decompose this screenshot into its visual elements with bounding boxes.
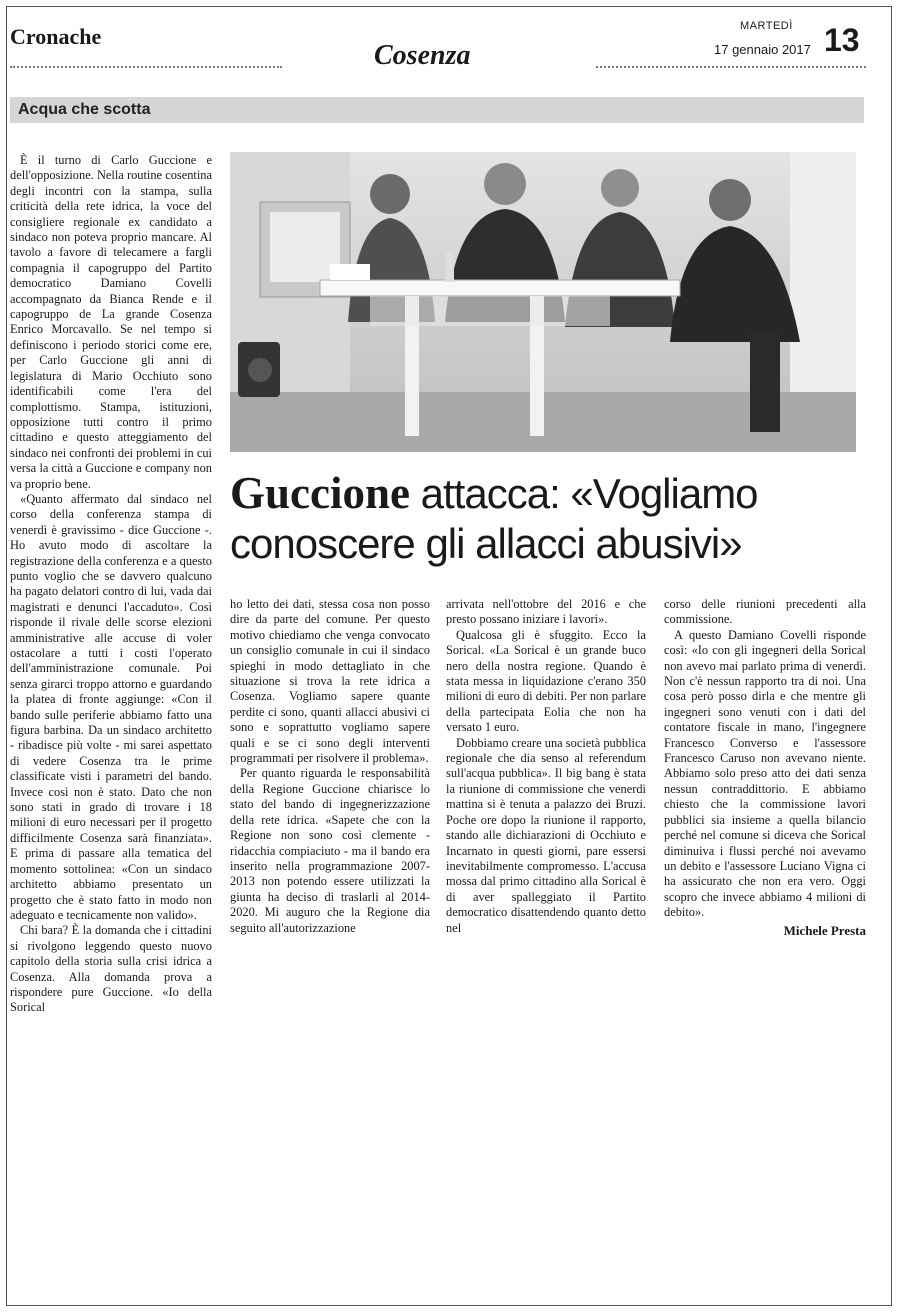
rubric-title: Acqua che scotta xyxy=(18,101,151,118)
paragraph: Per quanto riguarda le responsabilità della Regione Guccione chiarisce lo stato del bando di ingegnerizzazione della rete idrica. «Sapete che con la Regione non sono così clemente - ridacchia compiaciuto - ma il bando era inserito nella programmazione 2007-2013 non potendo essere utilizzati la giunta ha deciso di traslarli al 2014-2020. Mi auguro che la Regione dia seguito all'autorizzazione xyxy=(230,766,430,935)
header-divider xyxy=(10,66,282,68)
byline: Michele Presta xyxy=(783,922,866,938)
issue-date: 17 gennaio 2017 xyxy=(714,42,811,57)
headline-rest: attacca: «Vogliamo conoscere gli allacci abusivi» xyxy=(230,470,758,567)
press-conference-photo xyxy=(230,152,856,452)
article-column-2 xyxy=(230,597,430,936)
article-column-3 xyxy=(446,597,646,936)
paragraph: ho letto dei dati, stessa cosa non posso dire da parte del comune. Per questo motivo chiediamo che venga convocato un consiglio comunale in cui il sindaco spieghi in modo dettagliato in che situazione si trova la rete idrica a Cosenza. Vogliamo sapere quante perdite ci sono, quanti allacci abusivi ci sono e soprattutto vogliamo sapere quali e se ci sono degli interventi programmati per risolvere il problema». xyxy=(230,597,430,766)
paragraph: «Quanto affermato dal sindaco nel corso della conferenza stampa di venerdì è gravissimo - dice Guccione -. Ho avuto modo di ascoltare la registrazione della conferenza e a questo punto voglio che se davvero qualcuno ha pagato delatori contro di lui, vada dai magistrati e denunci l'accaduto». Così risponde il rivale delle scorse elezioni amministrative alle accuse di voler ostacolare a tutti i costi l'operato dell'amministrazione comunale. Poi senza girarci troppo attorno e guardando la platea di fronte aggiunge: «Con il bando sulle periferie abbiamo fatto una figura barbina. Da un sindaco architetto - ribadisce più volte - mi sarei aspettato di vedere Cosenza tra le prime classificate visti i parametri del bando. Invece così non è stato. Dato che non sono stati in grado di trovare i 18 milioni di euro necessari per il progetto difficilmente Cosenza sarà finanziata». E prima di passare alla tematica del momento sottolinea: «Con un sindaco architetto abbiamo presentato un progetto che è stato fatto in modo non adeguato e tecnicamente non valido». xyxy=(10,491,212,922)
headline xyxy=(230,468,870,569)
article-column-4 xyxy=(664,597,866,938)
paragraph: Qualcosa gli è sfuggito. Ecco la Sorical. «La Sorical è un grande buco nero della nostra regione. Quando è stata messa in liquidazione c'erano 350 milioni di euro di debiti. Per non parlare della partecipata Eolia che non ha versato 1 euro. xyxy=(446,627,646,735)
paragraph: corso delle riunioni precedenti alla commissione. xyxy=(664,597,866,627)
page-number: 13 xyxy=(824,22,860,58)
weekday: MARTEDÌ xyxy=(740,20,793,32)
paragraph: arrivata nell'ottobre del 2016 e che presto possano iniziare i lavori». xyxy=(446,597,646,627)
photo-illustration xyxy=(230,152,856,452)
paragraph: A questo Damiano Covelli risponde così: «Io con gli ingegneri della Sorical non avevo mai parlato prima di venerdì. Non c'è nessun rapporto tra di noi. Una cosa però posso dirla e che mentre gli ingegneri sono venuti con i dati del contatore fiscale in mano, l'ingegnere Francesco Converso e l'assessore Francesco Caruso non avevano niente. Abbiamo solo preso atto dei dati senza nessun contraddittorio. E abbiamo chiesto che la commissione lavori pubblici sia insieme a quella bilancio perché nel comune si diceva che Sorical diminuiva i flussi perché noi avevamo un debito e l'assessore Luciano Vigna ci ha assicurato che non era vero. Oggi scopro che invece abbiamo 4 milioni di debito». xyxy=(664,627,866,920)
article-column-1 xyxy=(10,153,212,1016)
paragraph: Chi bara? È la domanda che i cittadini si rivolgono leggendo questo nuovo capitolo della storia sulla crisi idrica a Cosenza. Alla domanda prova a rispondere pure Guccione. «Io della Sorical xyxy=(10,923,212,1015)
headline-name: Guccione xyxy=(230,468,410,518)
section-title: Cronache xyxy=(10,24,102,49)
city-title: Cosenza xyxy=(374,40,471,71)
paragraph: È il turno di Carlo Guccione e dell'opposizione. Nella routine cosentina degli incontri con la stampa, sulla criticità della rete idrica, la voce del consigliere regionale ex candidato a sindaco non poteva proprio mancare. Al tavolo a favore di telecamere a fargli compagnia il capogruppo del Partito democratico Damiano Covelli accompagnato da Bianca Rende e il capogruppo de La grande Cosenza Enrico Morcavallo. Se nel tempo si definiscono i periodo storici come ere, per Carlo Guccione gli anni di legislatura di Mario Occhiuto sono identificabili come l'era del complottismo. Stampa, istituzioni, opposizione tutti contro il primo cittadino e questo atteggiamento del sindaco nei confronti dei problemi in cui versa la città a Guccione e company non va proprio bene. xyxy=(10,153,212,491)
rubric-bar xyxy=(10,97,864,123)
paragraph: Dobbiamo creare una società pubblica regionale che dia senso al referendum sull'acqua pubblica». Il big bang è stata la riunione di commissione che venerdì mattina si è tenuta a palazzo dei Bruzi. Poche ore dopo la riunione il rapporto, stando alle dichiarazioni di Occhiuto e Incarnato in questi giorni, pare essersi inevitabilmente compromesso. L'accusa mossa dal primo cittadino alla Sorical è di aver spalleggiato il Partito democratico disattendendo quanto detto nel xyxy=(446,735,646,935)
header-divider xyxy=(596,66,866,68)
